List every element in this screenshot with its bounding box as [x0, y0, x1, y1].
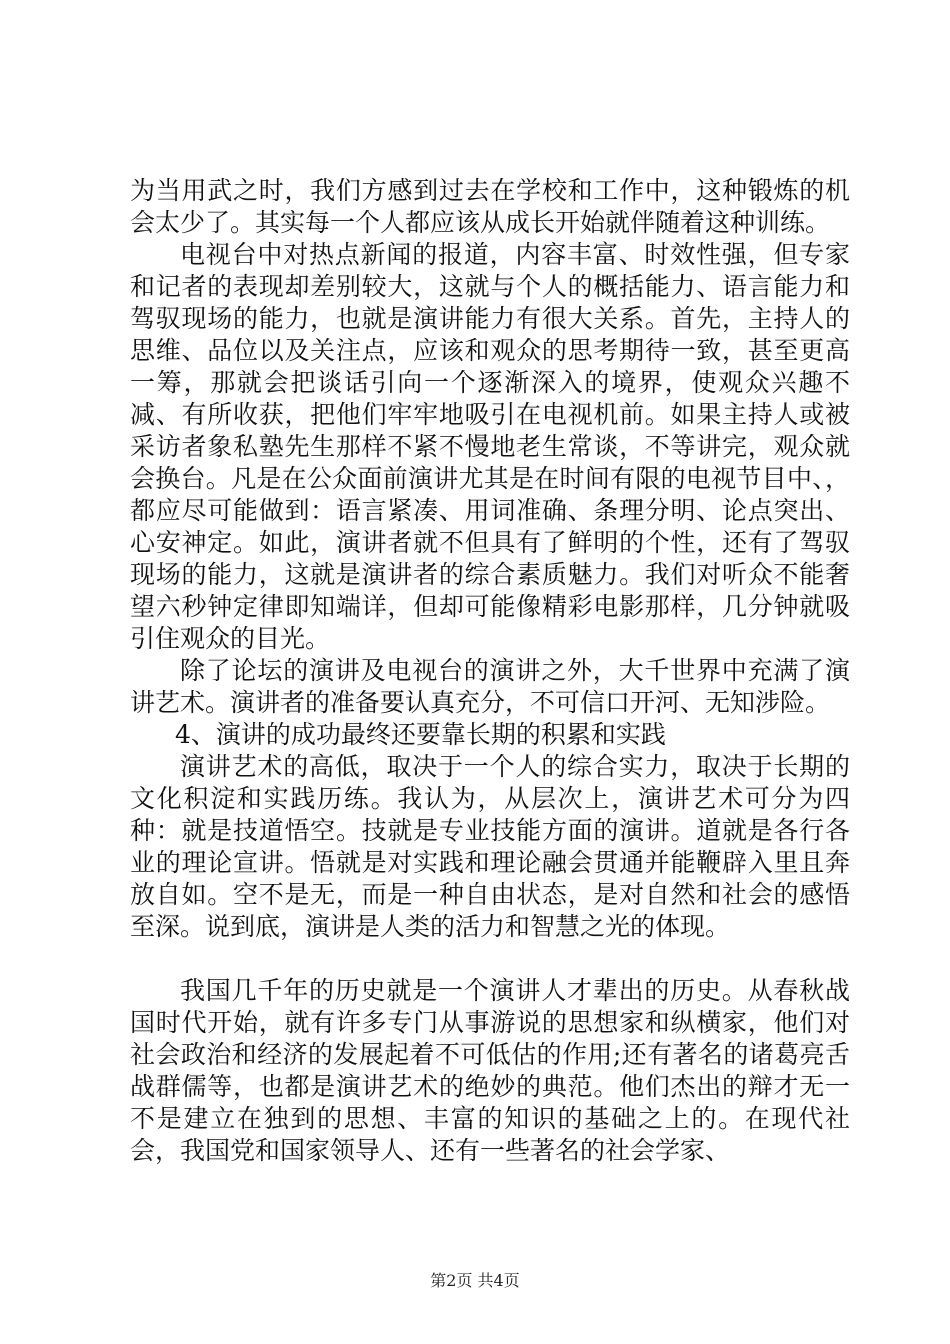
paragraph-5: 我国几千年的历史就是一个演讲人才辈出的历史。从春秋战国时代开始，就有许多专门从事游说的思想家和纵横家，他们对社会政治和经济的发展起着不可低估的作用;还有著名的诸葛亮舌战群儒等，也都是演讲艺术的绝妙的典范。他们杰出的辩才无一不是建立在独到的思想、丰富的知识的基础之上的。在现代社会，我国党和国家领导人、还有一些著名的社会学家、: [130, 976, 850, 1165]
paragraph-2: 电视台中对热点新闻的报道，内容丰富、时效性强，但专家和记者的表现却差别较大，这就与个人的概括能力、语言能力和驾驭现场的能力，也就是演讲能力有很大关系。首先，主持人的思维、品位以及关注点，应该和观众的思考期待一致，甚至更高一筹，那就会把谈话引向一个逐渐深入的境界，使观众兴趣不减、有所收获，把他们牢牢地吸引在电视机前。如果主持人或被采访者象私塾先生那样不紧不慢地老生常谈，不等讲完，观众就会换台。凡是在公众面前演讲尤其是在时间有限的电视节目中、，都应尽可能做到：语言紧凑、用词准确、条理分明、论点突出、心安神定。如此，演讲者就不但具有了鲜明的个性，还有了驾驭现场的能力，这就是演讲者的综合素质魅力。我们对听众不能奢望六秒钟定律即知端详，但却可能像精彩电影那样，几分钟就吸引住观众的目光。: [130, 240, 850, 653]
page-number-footer: 第2页 共4页: [430, 1271, 520, 1290]
paragraph-1: 为当用武之时，我们方感到过去在学校和工作中，这种锻炼的机会太少了。其实每一个人都应该从成长开始就伴随着这种训练。: [130, 176, 850, 237]
paragraph-4: 演讲艺术的高低，取决于一个人的综合实力，取决于长期的文化积淀和实践历练。我认为，从层次上，演讲艺术可分为四种：就是技道悟空。技就是专业技能方面的演讲。道就是各行各业的理论宣讲。悟就是对实践和理论融会贯通并能鞭辟入里且奔放自如。空不是无，而是一种自由状态，是对自然和社会的感悟至深。说到底，演讲是人类的活力和智慧之光的体现。: [130, 752, 850, 941]
paragraph-3: 除了论坛的演讲及电视台的演讲之外，大千世界中充满了演讲艺术。演讲者的准备要认真充分，不可信口开河、无知涉险。: [130, 656, 850, 717]
section-heading-4: 4、演讲的成功最终还要靠长期的积累和实践: [175, 720, 666, 749]
document-body: [130, 175, 850, 1167]
paragraph-gap: [130, 943, 850, 975]
